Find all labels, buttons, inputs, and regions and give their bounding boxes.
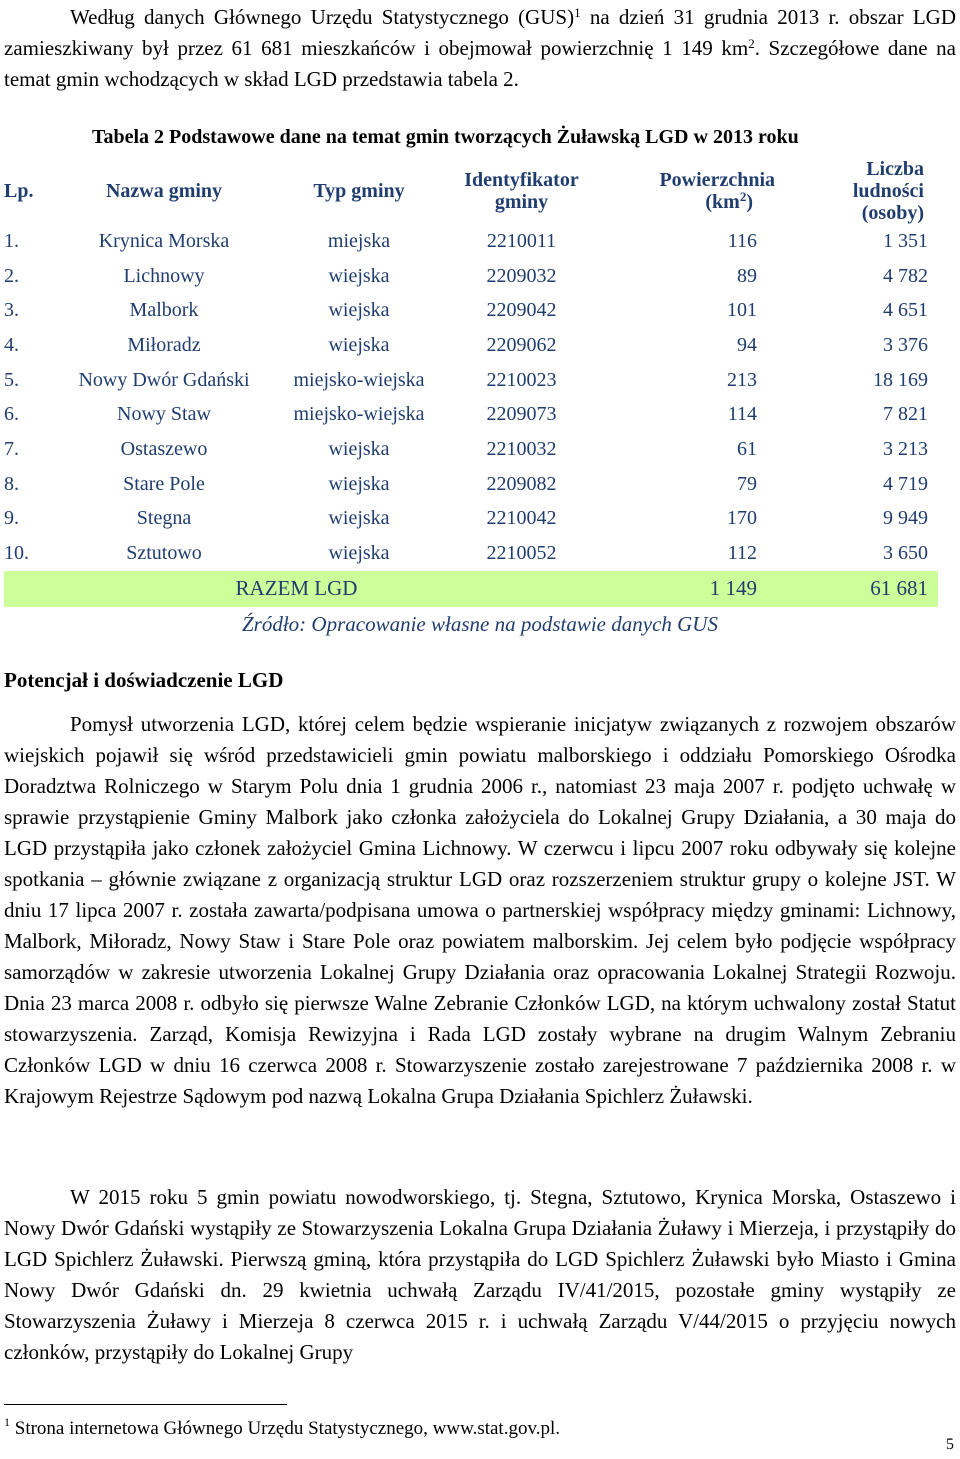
section-heading: Potencjał i doświadczenie LGD <box>4 668 284 692</box>
section-paragraph-2: W 2015 roku 5 gmin powiatu nowodworskiego, tj. Stegna, Sztutowo, Krynica Morska, Ostaszewo i Nowy Dwór Gdański wystąpiły ze Stowarzyszenia Lokalna Grupa Działania Żuławy i Mierzeja, i przystąpiły do LGD Spichlerz Żuławski. Pierwszą gminą, która przystąpiła do LGD Spichlerz Żuławski było Miasto i Gmina Nowy Dwór Gdański dn. 29 kwietnia uchwałą Zarządu IV/41/2015, pozostałe gminy wystąpiły ze Stowarzyszenia Żuławy i Mierzeja 8 czerwca 2015 r. i uchwałą Zarządu V/44/2015 o przyjęciu nowych członków, przystąpiły do Lokalnej Grupy <box>4 1185 956 1364</box>
page-number: 5 <box>946 1436 954 1453</box>
intro-text-1: Według danych Głównego Urzędu Statystycznego (GUS) <box>70 5 575 29</box>
table-total-row <box>4 571 938 607</box>
table-row: 6. Nowy Staw miejsko-wiejska 2209073 114 7 821 <box>4 403 928 426</box>
table-source: Źródło: Opracowanie własne na podstawie danych GUS <box>242 612 718 636</box>
header-lp: Lp. <box>4 180 34 202</box>
footnote <box>4 1415 560 1440</box>
footnote-text: Strona internetowa Głównego Urzędu Statystycznego, www.stat.gov.pl. <box>10 1418 560 1439</box>
table-row: 8. Stare Pole wiejska 2209082 79 4 719 <box>4 472 928 495</box>
footnote-ref[interactable]: 1 <box>574 5 581 20</box>
section-paragraph-1: Pomysł utworzenia LGD, której celem będzie wspieranie inicjatyw związanych z rozwojem obszarów wiejskich pojawił się wśród przedstawicieli gmin powiatu malborskiego i oddziału Pomorskiego Ośrodka Doradztwa Rolniczego w Starym Polu dnia 1 grudnia 2006 r., natomiast 23 maja 2007 r. podjęto uchwałę w sprawie przystąpienie Gminy Malbork jako członka założyciela do Lokalnej Grupy Działania, a 30 maja do LGD przystąpiła jako członek założyciel Gmina Lichnowy. W czerwcu i lipcu 2007 roku odbywały się kolejne spotkania – głównie związane z organizacją struktur LGD oraz rozszerzeniem struktur grupy o kolejne JST. W dniu 17 lipca 2007 r. została zawarta/podpisana umowa o partnerskiej współpracy między gminami: Lichnowy, Malbork, Miłoradz, Nowy Staw i Stare Pole oraz powiatem malborskim. Jej celem było podjęcie współpracy samorządów w zakresie utworzenia Lokalnej Grupy Działania oraz opracowania Lokalnej Strategii Rozwoju. Dnia 23 marca 2008 r. odbyło się pierwsze Walne Zebranie Członków LGD, na którym uchwalony został Statut stowarzyszenia. Zarząd, Komisja Rewizyjna i Rada LGD zostały wybrane na drugim Walnym Zebraniu Członków LGD w dniu 16 czerwca 2008 r. Stowarzyszenie zostało zarejestrowane 7 października 2008 r. w Krajowym Rejestrze Sądowym pod nazwą Lokalna Grupa Działania Spichlerz Żuławski. <box>4 712 956 1108</box>
table-row: 4. Miłoradz wiejska 2209062 94 3 376 <box>4 333 928 356</box>
km2-sup: 2 <box>748 36 755 51</box>
intro-text-2: na dzień 31 grudnia 2013 r. obszar LGD zamieszkiwany był przez 61 681 mieszkańców i obejmował powierzchnię 1 149 km <box>4 5 957 60</box>
table-row: 9. Stegna wiejska 2210042 170 9 949 <box>4 507 928 530</box>
total-population: 61 681 <box>789 571 938 607</box>
municipalities-table <box>4 158 938 607</box>
table-caption: Tabela 2 Podstawowe dane na temat gmin tworzących Żuławską LGD w 2013 roku <box>92 126 799 148</box>
footnote-divider <box>4 1404 287 1405</box>
total-label: RAZEM LGD <box>4 571 589 607</box>
header-population: Liczba ludności (osoby) <box>852 158 924 224</box>
table-row: 3. Malbork wiejska 2209042 101 4 651 <box>4 299 928 322</box>
header-id: Identyfikator gminy <box>464 169 579 213</box>
table-row: 1. Krynica Morska miejska 2210011 116 1 351 <box>4 229 928 252</box>
header-area: Powierzchnia $(km^2)$ <box>659 169 775 213</box>
header-type: Typ gminy <box>313 180 405 202</box>
table-row: 7. Ostaszewo wiejska 2210032 61 3 213 <box>4 437 928 460</box>
intro-text-3: . Szczegółowe dane na temat gmin wchodzących w skład LGD przedstawia tabela 2. <box>4 36 956 91</box>
table-row: 2. Lichnowy wiejska 2209032 89 4 782 <box>4 264 928 287</box>
table-row: 5. Nowy Dwór Gdański miejsko-wiejska 2210023 213 18 169 <box>4 368 928 391</box>
header-name: Nazwa gminy <box>105 180 223 202</box>
footnote-number: 1 <box>4 1415 10 1429</box>
table-header-row <box>4 158 938 224</box>
intro-paragraph <box>4 2 956 95</box>
total-area: 1 149 <box>589 571 789 607</box>
table-row: 10. Sztutowo wiejska 2210052 112 3 650 <box>4 542 928 565</box>
